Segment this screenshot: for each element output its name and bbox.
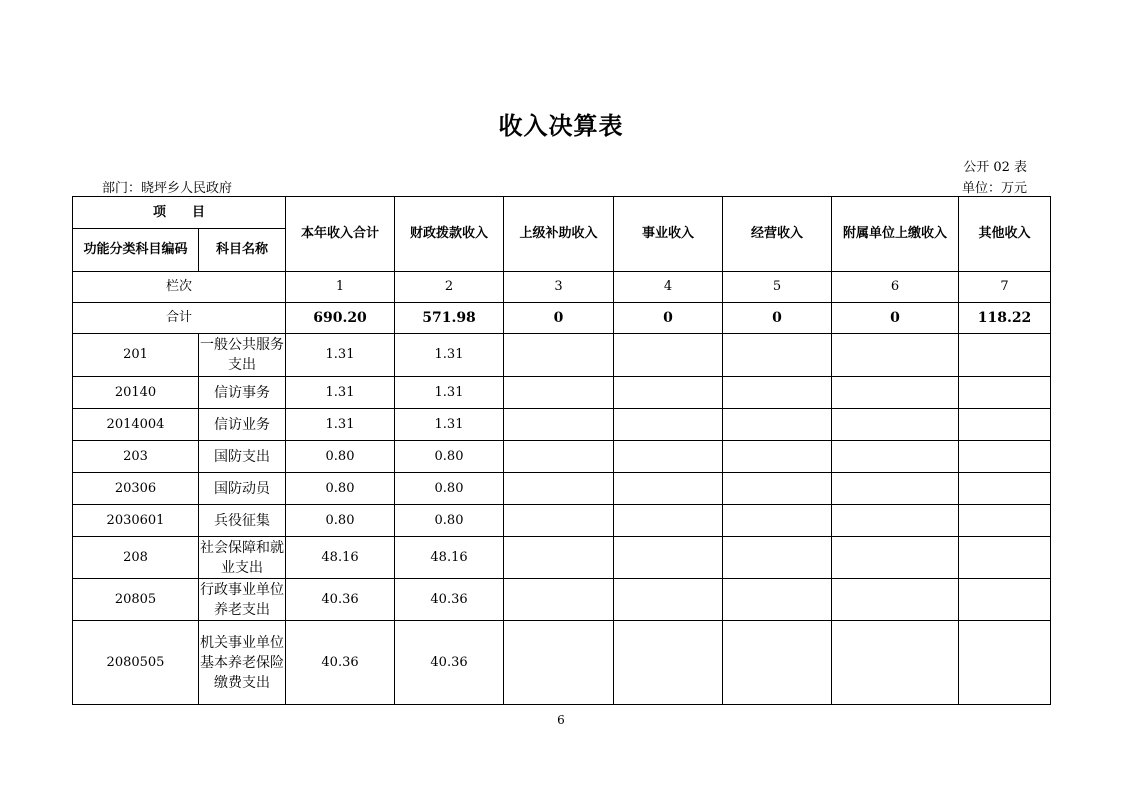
header-col-1: 本年收入合计: [286, 197, 395, 272]
row-code: 20805: [73, 579, 199, 621]
table-row: [73, 579, 1051, 621]
row-code: 201: [73, 334, 199, 377]
total-cell: 118.22: [959, 303, 1051, 334]
index-cell: 2: [395, 272, 504, 303]
row-total: 40.36: [286, 621, 395, 705]
index-label: 栏次: [73, 272, 286, 303]
table-row: [73, 473, 1051, 505]
row-name: 信访业务: [199, 409, 286, 441]
index-cell: 4: [614, 272, 723, 303]
index-cell: 1: [286, 272, 395, 303]
row-total: 1.31: [286, 334, 395, 377]
row-code: 208: [73, 537, 199, 579]
row-total: 40.36: [286, 579, 395, 621]
row-fiscal: 0.80: [395, 441, 504, 473]
row-name: 一般公共服务支出: [199, 334, 286, 377]
row-total: 0.80: [286, 473, 395, 505]
page-title: 收入决算表: [498, 112, 624, 140]
header-col-2: 财政拨款收入: [395, 197, 504, 272]
row-fiscal: 40.36: [395, 621, 504, 705]
table-row: [73, 334, 1051, 377]
row-code: 2080505: [73, 621, 199, 705]
total-cell: 0: [832, 303, 959, 334]
row-fiscal: 48.16: [395, 537, 504, 579]
index-row: [73, 272, 1051, 303]
row-name: 国防支出: [199, 441, 286, 473]
index-cell: 6: [832, 272, 959, 303]
header-col-7: 其他收入: [959, 197, 1051, 272]
header-name: 科目名称: [199, 229, 286, 272]
table-row: [73, 621, 1051, 705]
table-row: [73, 505, 1051, 537]
header-col-5: 经营收入: [723, 197, 832, 272]
unit-label: 单位：万元: [961, 181, 1027, 196]
index-cell: 7: [959, 272, 1051, 303]
row-fiscal: 40.36: [395, 579, 504, 621]
total-cell: 0: [614, 303, 723, 334]
row-total: 48.16: [286, 537, 395, 579]
total-cell: 0: [723, 303, 832, 334]
row-total: 0.80: [286, 441, 395, 473]
form-number: 公开 02 表: [963, 160, 1027, 175]
header-col-6: 附属单位上缴收入: [832, 197, 959, 272]
total-row: [73, 303, 1051, 334]
index-cell: 3: [504, 272, 614, 303]
header-col-3: 上级补助收入: [504, 197, 614, 272]
total-cell: 571.98: [395, 303, 504, 334]
total-cell: 690.20: [286, 303, 395, 334]
index-cell: 5: [723, 272, 832, 303]
row-name: 国防动员: [199, 473, 286, 505]
row-fiscal: 1.31: [395, 409, 504, 441]
income-table: [72, 196, 1051, 705]
row-fiscal: 1.31: [395, 377, 504, 409]
header-col-4: 事业收入: [614, 197, 723, 272]
total-label: 合计: [73, 303, 286, 334]
total-cell: 0: [504, 303, 614, 334]
row-total: 1.31: [286, 377, 395, 409]
row-code: 20140: [73, 377, 199, 409]
page-number: 6: [557, 713, 565, 727]
row-name: 信访事务: [199, 377, 286, 409]
table-row: [73, 377, 1051, 409]
row-name: 机关事业单位基本养老保险缴费支出: [199, 621, 286, 705]
row-code: 2014004: [73, 409, 199, 441]
row-fiscal: 0.80: [395, 473, 504, 505]
row-code: 2030601: [73, 505, 199, 537]
row-name: 兵役征集: [199, 505, 286, 537]
header-item: 项 目: [73, 197, 286, 229]
row-code: 203: [73, 441, 199, 473]
row-total: 1.31: [286, 409, 395, 441]
table-row: [73, 409, 1051, 441]
row-name: 社会保障和就业支出: [199, 537, 286, 579]
table-row: [73, 537, 1051, 579]
header-code: 功能分类科目编码: [73, 229, 199, 272]
row-total: 0.80: [286, 505, 395, 537]
row-fiscal: 0.80: [395, 505, 504, 537]
row-code: 20306: [73, 473, 199, 505]
row-name: 行政事业单位养老支出: [199, 579, 286, 621]
table-row: [73, 441, 1051, 473]
department-label: 部门：晓坪乡人民政府: [102, 181, 233, 196]
row-fiscal: 1.31: [395, 334, 504, 377]
